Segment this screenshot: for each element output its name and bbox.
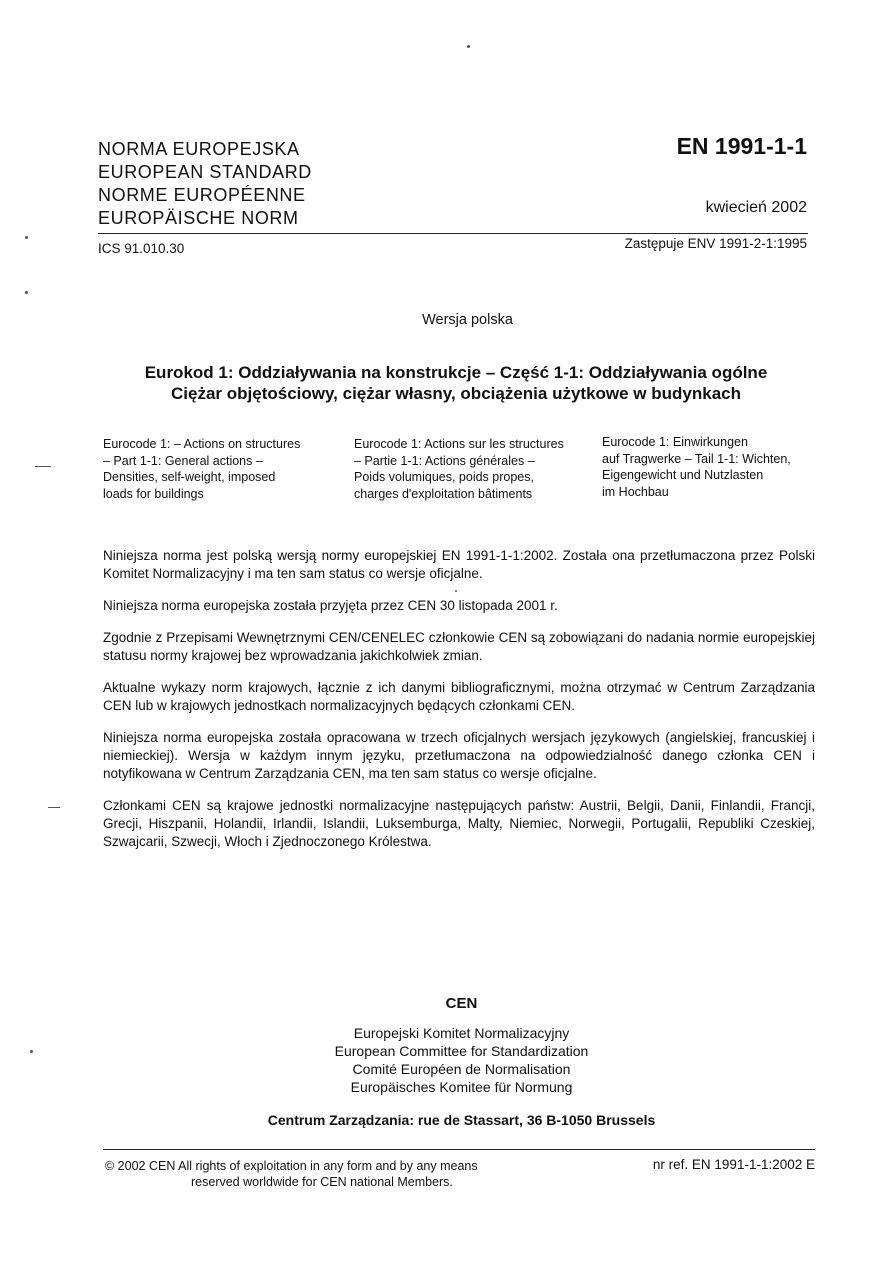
scan-speck bbox=[30, 1050, 33, 1053]
standard-number: EN 1991-1-1 bbox=[676, 133, 807, 159]
cen-address: Centrum Zarządzania: rue de Stassart, 36 B-1050 Brussels bbox=[267, 1112, 656, 1128]
paragraph-approval: Niniejsza norma europejska została przyjęta przez CEN 30 listopada 2001 r. bbox=[103, 598, 558, 613]
cen-name-english: European Committee for Standardization bbox=[334, 1043, 589, 1059]
scan-speck bbox=[25, 291, 28, 294]
cen-name-polish: Europejski Komitet Normalizacyjny bbox=[353, 1025, 570, 1041]
cen-names bbox=[0, 1024, 893, 1096]
scan-speck bbox=[48, 807, 60, 808]
paragraph-polish-version: Niniejsza norma jest polską wersją normy europejskiej EN 1991-1-1:2002. Została ona przetłumaczona przez Polski Komitet Normalizacyjny i ma ten sam status co wersje oficjalne. bbox=[103, 548, 815, 581]
footer-divider bbox=[103, 1149, 815, 1150]
title-english-line: loads for buildings bbox=[103, 486, 204, 501]
title-german-line: auf Tragwerke – Tail 1-1: Wichten, bbox=[602, 451, 791, 466]
title-german bbox=[602, 434, 791, 500]
publication-date: kwiecień 2002 bbox=[705, 199, 807, 216]
scan-speck bbox=[455, 590, 457, 592]
title-german-line: Eurocode 1: Einwirkungen bbox=[602, 435, 748, 449]
title-french-line: Eurocode 1: Actions sur les structures bbox=[354, 437, 564, 451]
title-german-line: im Hochbau bbox=[602, 484, 669, 499]
title-english-line: Eurocode 1: – Actions on structures bbox=[103, 437, 301, 451]
title-line-1: Eurokod 1: Oddziaływania na konstrukcje – Część 1-1: Oddziaływania ogólne bbox=[144, 363, 768, 382]
title-line-2: Ciężar objętościowy, ciężar własny, obciążenia użytkowe w budynkach bbox=[171, 384, 741, 403]
document-title bbox=[0, 362, 893, 404]
cen-name-french: Comité Européen de Normalisation bbox=[352, 1061, 571, 1077]
scan-speck bbox=[35, 466, 51, 467]
standard-name-polish: NORMA EUROPEJSKA bbox=[98, 139, 300, 159]
cen-title: CEN bbox=[445, 995, 478, 1012]
scan-speck bbox=[467, 45, 470, 48]
title-french-line: Poids volumiques, poids propes, bbox=[354, 470, 534, 484]
paragraph-national-lists: Aktualne wykazy norm krajowych, łącznie z ich danymi bibliograficznymi, można otrzymać w Centrum Zarządzania CEN lub w krajowych jednostkach normalizacyjnych będących członkami CEN. bbox=[103, 680, 815, 713]
title-english-line: Densities, self-weight, imposed bbox=[103, 470, 276, 484]
title-french-line: – Partie 1-1: Actions générales – bbox=[354, 453, 535, 468]
copyright-line-2: reserved worldwide for CEN national Members. bbox=[191, 1175, 453, 1189]
standard-names bbox=[98, 138, 312, 230]
standard-name-french: NORME EUROPÉENNE bbox=[98, 185, 306, 205]
reference-number: nr ref. EN 1991-1-1:2002 E bbox=[652, 1157, 815, 1172]
paragraph-members: Członkami CEN są krajowe jednostki normalizacyjne następujących państw: Austrii, Belgii, Danii, Finlandii, Francji, Grecji, Hiszpanii, Holandii, Irlandii, Islandii, Luksemburga, Malty, Niemiec, Norwegii, Portugalii, Republiki Czeskiej, Szwajcarii, Szwecji, Włoch i Zjednoczonego Królestwa. bbox=[103, 798, 815, 849]
version-label: Wersja polska bbox=[422, 312, 513, 328]
title-german-line: Eigengewicht und Nutzlasten bbox=[602, 468, 764, 482]
standard-name-german: EUROPÄISCHE NORM bbox=[98, 208, 299, 228]
body-text bbox=[103, 547, 815, 865]
paragraph-internal-regulations: Zgodnie z Przepisami Wewnętrznymi CEN/CENELEC członkowie CEN są zobowiązani do nadania normie europejskiej statusu normy krajowej bez wprowadzania jakichkolwiek zmian. bbox=[103, 630, 815, 663]
copyright-line-1: © 2002 CEN All rights of exploitation in any form and by any means bbox=[105, 1159, 478, 1173]
cen-name-german: Europäisches Komitee für Normung bbox=[350, 1079, 573, 1095]
supersedes-note: Zastępuje ENV 1991-2-1:1995 bbox=[624, 236, 807, 251]
header-divider bbox=[98, 233, 808, 234]
standard-name-english: EUROPEAN STANDARD bbox=[98, 162, 312, 182]
copyright-notice bbox=[105, 1158, 478, 1190]
title-english bbox=[103, 436, 300, 502]
ics-code: ICS 91.010.30 bbox=[98, 241, 185, 256]
title-english-line: – Part 1-1: General actions – bbox=[103, 453, 263, 468]
title-french-line: charges d'exploitation bâtiments bbox=[354, 486, 533, 501]
scan-speck bbox=[25, 236, 28, 239]
paragraph-official-versions: Niniejsza norma europejska została opracowana w trzech oficjalnych wersjach językowych (angielskiej, francuskiej i niemieckiej). Wersja w każdym innym języku, przetłumaczona na odpowiedzialność danego członka CEN i notyfikowana w Centrum Zarządzania CEN, ma ten sam status co wersje oficjalne. bbox=[103, 730, 815, 781]
title-french bbox=[354, 436, 564, 502]
